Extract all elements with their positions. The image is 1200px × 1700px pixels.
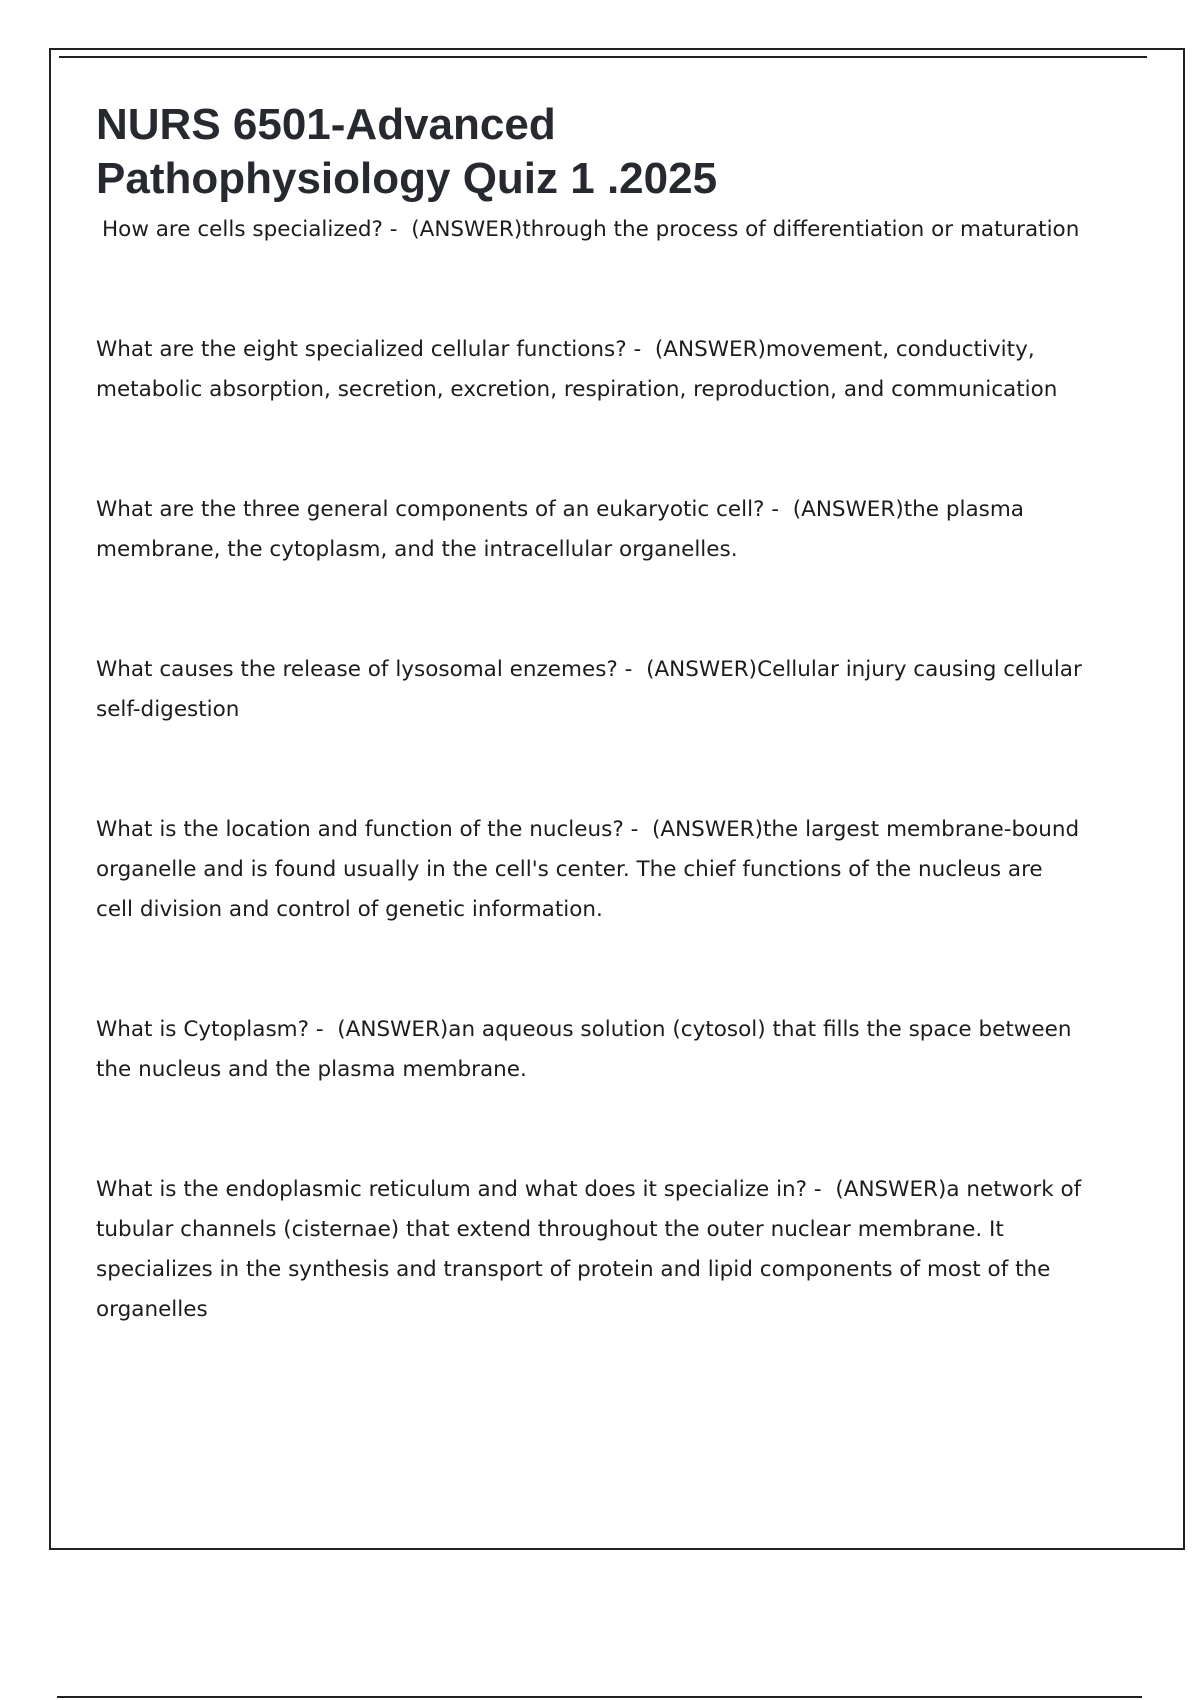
separator-1: - — [382, 217, 412, 242]
qa-item-5 — [96, 810, 1086, 930]
bottom-rule — [57, 1696, 1142, 1698]
document-title — [96, 98, 1086, 206]
answer-6: (ANSWER)an aqueous solution (cytosol) that fills the space between the nucleus and the plasma membrane. — [96, 1017, 1072, 1082]
answer-7: (ANSWER)a network of tubular channels (cisternae) that extend throughout the outer nuclear membrane. It specializes in the synthesis and transport of protein and lipid components of most of the organelles — [96, 1177, 1082, 1322]
separator-5: - — [623, 817, 652, 842]
qa-item-2 — [96, 330, 1086, 410]
top-rule — [59, 56, 1147, 58]
qa-item-6 — [96, 1010, 1086, 1090]
question-3: What are the three general components of an eukaryotic cell? — [96, 497, 765, 522]
qa-list — [96, 210, 1086, 1330]
qa-item-1 — [96, 210, 1086, 250]
answer-3: (ANSWER)the plasma membrane, the cytoplasm, and the intracellular organelles. — [96, 497, 1024, 562]
separator-2: - — [626, 337, 655, 362]
answer-4: (ANSWER)Cellular injury causing cellular self-digestion — [96, 657, 1082, 722]
answer-2: (ANSWER)movement, conductivity, metabolic absorption, secretion, excretion, respiration, reproduction, and communication — [96, 337, 1058, 402]
qa-item-7 — [96, 1170, 1086, 1330]
qa-item-3 — [96, 490, 1086, 570]
question-7: What is the endoplasmic reticulum and what does it specialize in? — [96, 1177, 808, 1202]
document-title-line-1: NURS 6501-Advanced — [96, 100, 556, 149]
question-6: What is Cytoplasm? — [96, 1017, 310, 1042]
question-1: How are cells specialized? — [102, 217, 383, 242]
separator-3: - — [764, 497, 793, 522]
separator-7: - — [807, 1177, 836, 1202]
question-4: What causes the release of lysosomal enzemes? — [96, 657, 618, 682]
document-title-line-2: Pathophysiology Quiz 1 .2025 — [96, 154, 718, 203]
qa-item-4 — [96, 650, 1086, 730]
answer-1: (ANSWER)through the process of differentiation or maturation — [411, 217, 1080, 242]
question-2: What are the eight specialized cellular functions? — [96, 337, 627, 362]
separator-4: - — [617, 657, 647, 682]
document-content — [96, 98, 1086, 1330]
answer-5: (ANSWER)the largest membrane-bound organelle and is found usually in the cell's center. The chief functions of the nucleus are cell division and control of genetic information. — [96, 817, 1080, 922]
separator-6: - — [309, 1017, 338, 1042]
question-5: What is the location and function of the nucleus? — [96, 817, 624, 842]
